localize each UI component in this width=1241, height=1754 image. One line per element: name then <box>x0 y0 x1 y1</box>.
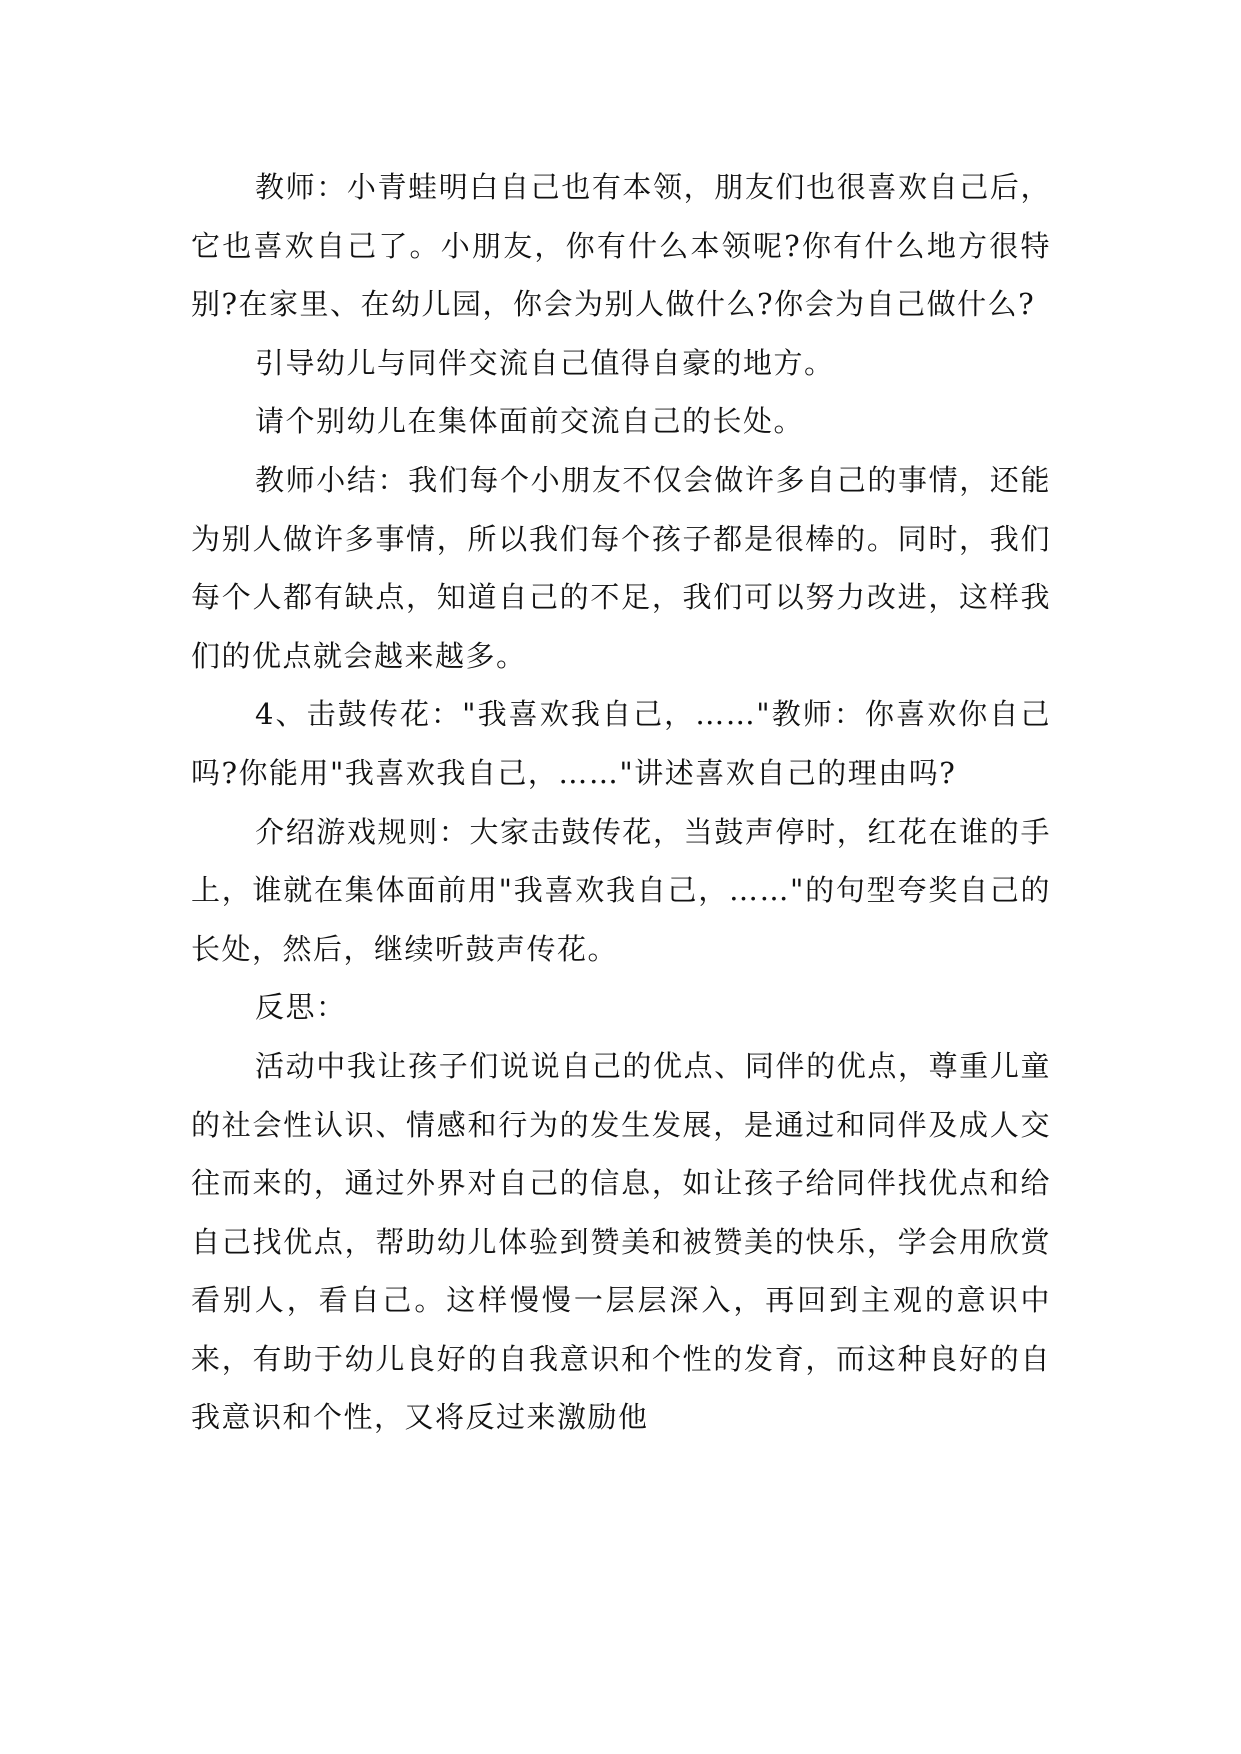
paragraph-individual-share: 请个别幼儿在集体面前交流自己的长处。 <box>255 404 805 439</box>
paragraph-guide-exchange: 引导幼儿与同伴交流自己值得自豪的地方。 <box>255 345 835 380</box>
paragraph-game-rules: 介绍游戏规则：大家击鼓传花，当鼓声停时，红花在谁的手上，谁就在集体面前用"我喜欢我自己，……"的句型夸奖自己的长处，然后，继续听鼓声传花。 <box>191 814 1051 966</box>
paragraph-teacher-summary: 教师小结：我们每个小朋友不仅会做许多自己的事情，还能为别人做许多事情，所以我们每个孩子都是很棒的。同时，我们每个人都有缺点，知道自己的不足，我们可以努力改进，这样我们的优点就会越来越多。 <box>191 462 1051 673</box>
paragraph-drum-game: 4、击鼓传花："我喜欢我自己，……"教师：你喜欢你自己吗?你能用"我喜欢我自己，……"讲述喜欢自己的理由吗? <box>191 697 1051 790</box>
paragraph-teacher-question: 教师：小青蛙明白自己也有本领，朋友们也很喜欢自己后，它也喜欢自己了。小朋友，你有什么本领呢?你有什么地方很特别?在家里、在幼儿园，你会为别人做什么?你会为自己做什么? <box>191 170 1051 322</box>
paragraph-reflection-body: 活动中我让孩子们说说自己的优点、同伴的优点，尊重儿童的社会性认识、情感和行为的发生发展，是通过和同伴及成人交往而来的，通过外界对自己的信息，如让孩子给同伴找优点和给自己找优点，帮助幼儿体验到赞美和被赞美的快乐，学会用欣赏看别人，看自己。这样慢慢一层层深入，再回到主观的意识中来，有助于幼儿良好的自我意识和个性的发育，而这种良好的自我意识和个性，又将反过来激励他 <box>191 1048 1051 1435</box>
paragraph-reflection-heading: 反思： <box>255 990 347 1025</box>
document-body <box>191 158 1051 1447</box>
